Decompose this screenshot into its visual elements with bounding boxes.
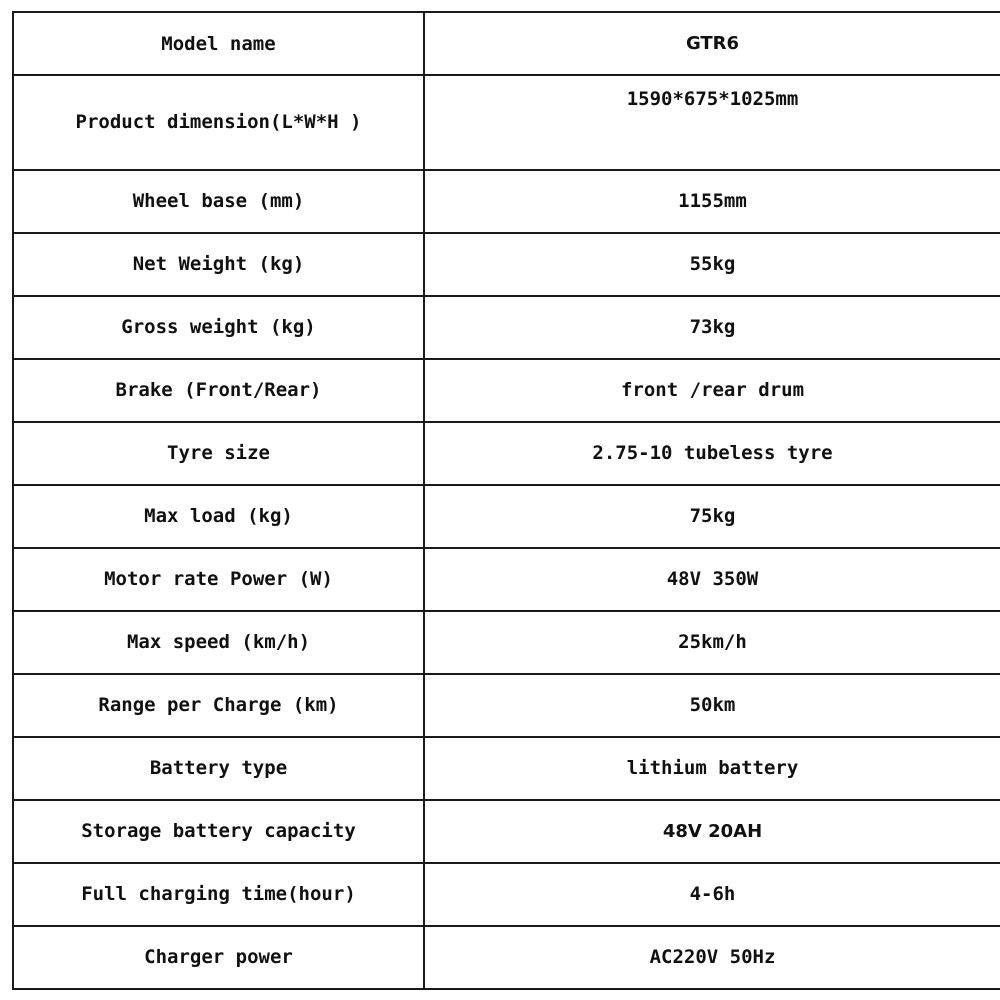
row-value: 55kg [424,233,1000,296]
row-label: Charger power [13,926,424,989]
table-row [13,296,1000,359]
table-row [13,611,1000,674]
table-row [13,926,1000,989]
row-value: 48V 350W [424,548,1000,611]
table-row [13,359,1000,422]
row-label: Product dimension(L*W*H ) [13,75,424,170]
row-value: 50km [424,674,1000,737]
row-value: front /rear drum [424,359,1000,422]
row-value: lithium battery [424,737,1000,800]
table-row [13,12,1000,75]
row-value: 73kg [424,296,1000,359]
row-label: Range per Charge (km) [13,674,424,737]
row-label: Tyre size [13,422,424,485]
row-value: AC220V 50Hz [424,926,1000,989]
row-label: Gross weight (kg) [13,296,424,359]
table-row [13,75,1000,170]
spec-table [12,11,1000,990]
table-row [13,548,1000,611]
table-row [13,422,1000,485]
row-value: 25km/h [424,611,1000,674]
row-label: Battery type [13,737,424,800]
table-row [13,233,1000,296]
row-value: GTR6 [424,12,1000,75]
row-label: Wheel base (mm) [13,170,424,233]
table-row [13,800,1000,863]
row-label: Model name [13,12,424,75]
row-label: Full charging time(hour) [13,863,424,926]
table-row [13,863,1000,926]
row-label: Max load (kg) [13,485,424,548]
table-row [13,170,1000,233]
row-value: 1590*675*1025mm [424,75,1000,170]
table-row [13,674,1000,737]
row-value: 2.75-10 tubeless tyre [424,422,1000,485]
table-row [13,737,1000,800]
row-value: 48V 20AH [424,800,1000,863]
row-value: 75kg [424,485,1000,548]
row-label: Brake (Front/Rear) [13,359,424,422]
row-label: Max speed (km/h) [13,611,424,674]
row-label: Net Weight (kg) [13,233,424,296]
table-row [13,485,1000,548]
row-label: Motor rate Power (W) [13,548,424,611]
row-label: Storage battery capacity [13,800,424,863]
row-value: 4-6h [424,863,1000,926]
row-value: 1155mm [424,170,1000,233]
